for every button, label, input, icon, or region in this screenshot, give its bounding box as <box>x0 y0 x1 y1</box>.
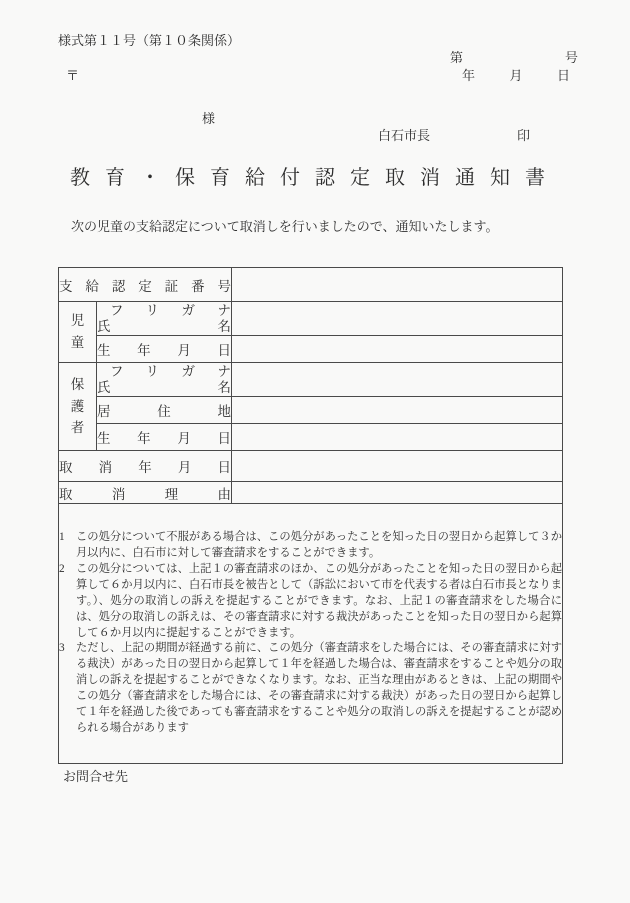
guardian-name-label: 氏名 <box>97 379 231 395</box>
seal-mark: 印 <box>516 128 530 143</box>
doc-number-prefix: 第 <box>450 50 464 65</box>
guardian-name-value-cell <box>232 363 563 397</box>
table-row-guardian-address <box>59 397 563 424</box>
child-name-label: 氏名 <box>97 318 231 334</box>
guardian-group-label: 保護者 <box>70 377 85 436</box>
table-row-child-birthdate <box>59 336 563 363</box>
doc-number-suffix: 号 <box>564 50 578 65</box>
cancel-reason-value-cell <box>232 482 563 504</box>
guardian-address-value-cell <box>232 397 563 424</box>
child-group-label: 児童 <box>70 313 85 350</box>
appeal-note-2 <box>59 562 562 642</box>
child-group-cell <box>59 302 97 363</box>
table-row-notes <box>59 504 563 764</box>
appeal-notes-box <box>59 504 563 764</box>
date-day-label: 日 <box>556 68 570 83</box>
appeal-note-1 <box>59 530 562 562</box>
appeal-note-3 <box>59 641 562 736</box>
cancel-date-value-cell <box>232 451 563 482</box>
table-row-cert-number <box>59 268 563 302</box>
intro-sentence: 次の児童の支給認定について取消しを行いましたので、通知いたします。 <box>58 219 499 234</box>
postal-mark: 〒 <box>66 68 80 83</box>
guardian-birthdate-label: 生年月日 <box>97 424 232 451</box>
contact-label: お問合せ先 <box>63 769 129 784</box>
table-row-guardian-name <box>59 363 563 397</box>
date-year-label: 年 <box>462 68 476 83</box>
child-name-label-cell <box>97 302 232 336</box>
issue-date-line <box>462 68 570 84</box>
guardian-group-cell <box>59 363 97 451</box>
table-row-guardian-birthdate <box>59 424 563 451</box>
note-2-text: この処分については、上記１の審査請求のほか、この処分があったことを知った日の翌日から起算して６か月以内に、白石市長を被告として（訴訟において市を代表する者は白石市長となります。）、処分の取消しの訴えを提起することができます。なお、上記１の審査請求をした場合には、処分の取消しの訴えは、その審査請求に対する裁決があったことを知った日の翌日から起算して６か月以内に提起することができます。 <box>76 562 562 639</box>
certification-cancellation-table <box>58 267 563 764</box>
child-furigana-label: フリガナ <box>110 302 231 318</box>
cert-number-label: 支給認定証番号 <box>59 268 232 302</box>
date-month-label: 月 <box>509 68 523 83</box>
issuer-name: 白石市長 <box>378 128 431 143</box>
table-row-child-name <box>59 302 563 336</box>
child-birthdate-value-cell <box>232 336 563 363</box>
note-3-text: ただし、上記の期間が経過する前に、この処分（審査請求をした場合には、その審査請求に対する裁決）があった日の翌日から起算して１年を経過した場合は、審査請求をすることや処分の取消しの訴えを提起することができなくなります。なお、正当な理由があるときは、上記の期間やこの処分（審査請求をした場合には、その審査請求に対する裁決）があった日の翌日から起算して１年を経過した後であっても審査請求をすることや処分の取消しの訴えを提起することが認められる場合があります <box>76 642 562 734</box>
guardian-birthdate-value-cell <box>232 424 563 451</box>
recipient-honorific: 様 <box>202 111 216 126</box>
table-row-cancel-reason <box>59 482 563 504</box>
guardian-name-label-cell <box>97 363 232 397</box>
guardian-address-label: 居住地 <box>97 397 232 424</box>
page-title: 教育・保育給付認定取消通知書 <box>70 167 560 189</box>
note-1-text: この処分について不服がある場合は、この処分があったことを知った日の翌日から起算して３か月以内に、白石市に対して審査請求をすることができます。 <box>76 531 562 560</box>
document-number-line <box>450 50 578 66</box>
table-row-cancel-date <box>59 451 563 482</box>
cancel-date-label: 取消年月日 <box>59 451 232 482</box>
issuer-line <box>378 128 530 144</box>
note-1-number: 1 <box>59 531 65 544</box>
form-number: 様式第１１号（第１０条関係） <box>58 33 241 48</box>
cert-number-value-cell <box>232 268 563 302</box>
cancel-reason-label: 取消理由 <box>59 482 232 504</box>
guardian-furigana-label: フリガナ <box>110 363 231 379</box>
child-name-value-cell <box>232 302 563 336</box>
note-2-number: 2 <box>59 562 65 575</box>
note-3-number: 3 <box>59 642 65 655</box>
child-birthdate-label: 生年月日 <box>97 336 232 363</box>
